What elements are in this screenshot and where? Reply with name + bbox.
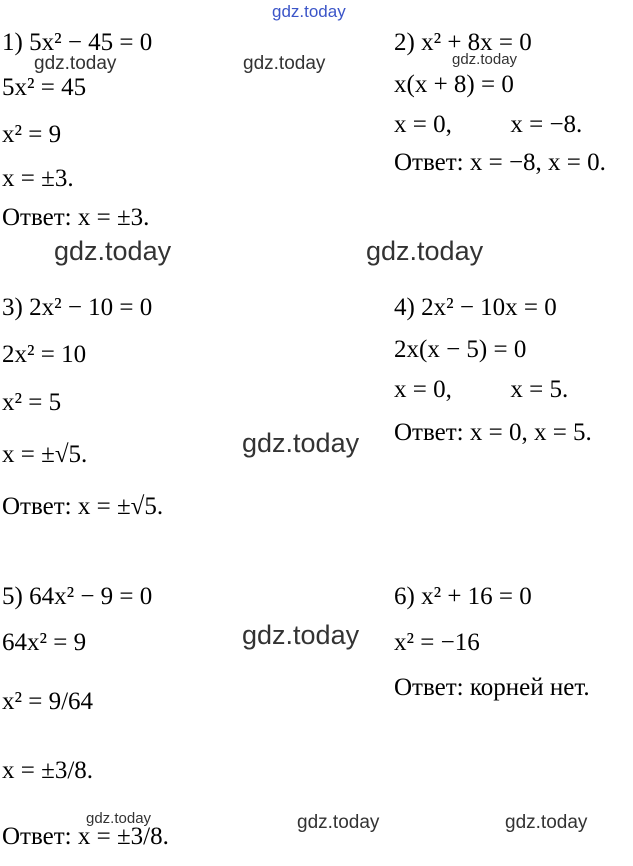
problem-3-line-4: x = ±√5. — [2, 441, 88, 468]
problem-4-line-3: x = 0, — [394, 376, 452, 403]
problem-5-line-4: x = ±3/8. — [2, 757, 94, 784]
problem-1-equation — [2, 28, 152, 58]
answer-label: Ответ: — [394, 674, 464, 701]
problem-4-line-1: 2x² − 10x = 0 — [421, 294, 557, 321]
watermark: gdz.today — [505, 812, 588, 833]
problem-6-answer-value: корней нет. — [469, 674, 590, 701]
problem-1-line-4: x = ±3. — [2, 165, 74, 192]
problem-6-line-1: x² + 16 = 0 — [421, 583, 532, 610]
problem-3-line-1: 2x² − 10 = 0 — [29, 294, 153, 321]
watermark: gdz.today — [86, 810, 152, 827]
problem-3-answer — [2, 492, 163, 522]
problem-4-line-2: 2x(x − 5) = 0 — [394, 336, 527, 363]
problem-4-label: 4) — [394, 294, 415, 321]
problem-2-line-4: x = −8. — [510, 111, 583, 138]
problem-1-line-1: 5x² − 45 = 0 — [29, 29, 153, 56]
problem-6-equation — [394, 582, 532, 612]
problem-1-label: 1) — [2, 29, 23, 56]
problem-3-answer-value: x = ±√5. — [77, 493, 164, 520]
problem-3-label: 3) — [2, 294, 23, 321]
problem-2-line-2: x(x + 8) = 0 — [394, 71, 514, 98]
problem-4-answer — [394, 418, 592, 448]
problem-5-answer — [2, 822, 169, 852]
problem-4-roots — [394, 375, 568, 405]
problem-1-answer — [2, 203, 149, 233]
problem-4-equation — [394, 293, 557, 323]
problem-2-answer — [394, 148, 606, 178]
problem-5-equation — [2, 582, 152, 612]
problem-2-roots — [394, 110, 582, 140]
problem-4-answer-value: x = 0, x = 5. — [469, 419, 592, 446]
watermark: gdz.today — [452, 51, 518, 68]
problem-2-line-1: x² + 8x = 0 — [421, 29, 532, 56]
answer-label: Ответ: — [2, 823, 72, 850]
watermark: gdz.today — [34, 53, 117, 74]
problem-5-line-3: x² = 9/64 — [2, 688, 94, 715]
watermark: gdz.today — [242, 428, 360, 458]
answer-label: Ответ: — [394, 419, 464, 446]
problem-1-answer-value: x = ±3. — [77, 204, 150, 231]
answer-label: Ответ: — [2, 204, 72, 231]
problem-5-answer-value: x = ±3/8. — [77, 823, 169, 850]
problem-5-line-2: 64x² = 9 — [2, 629, 87, 656]
problem-2-line-3: x = 0, — [394, 111, 452, 138]
problem-2-answer-value: x = −8, x = 0. — [469, 149, 606, 176]
problem-6-label: 6) — [394, 583, 415, 610]
watermark: gdz.today — [366, 236, 484, 266]
problem-1-line-3: x² = 9 — [2, 121, 62, 148]
problem-5-label: 5) — [2, 583, 23, 610]
answer-label: Ответ: — [2, 493, 72, 520]
watermark: gdz.today — [243, 53, 326, 74]
problem-5-line-1: 64x² − 9 = 0 — [29, 583, 153, 610]
problem-3-line-2: 2x² = 10 — [2, 341, 87, 368]
problem-4-line-4: x = 5. — [510, 376, 569, 403]
problem-3-equation — [2, 293, 152, 323]
watermark-top: gdz.today — [272, 2, 346, 21]
problem-3-line-3: x² = 5 — [2, 389, 62, 416]
watermark: gdz.today — [242, 620, 360, 650]
problem-1-line-2: 5x² = 45 — [2, 74, 87, 101]
watermark: gdz.today — [54, 236, 172, 266]
answer-label: Ответ: — [394, 149, 464, 176]
problem-2-label: 2) — [394, 29, 415, 56]
watermark: gdz.today — [297, 812, 380, 833]
problem-6-answer — [394, 673, 590, 703]
problem-2-equation — [394, 28, 532, 58]
problem-6-line-2: x² = −16 — [394, 629, 480, 656]
